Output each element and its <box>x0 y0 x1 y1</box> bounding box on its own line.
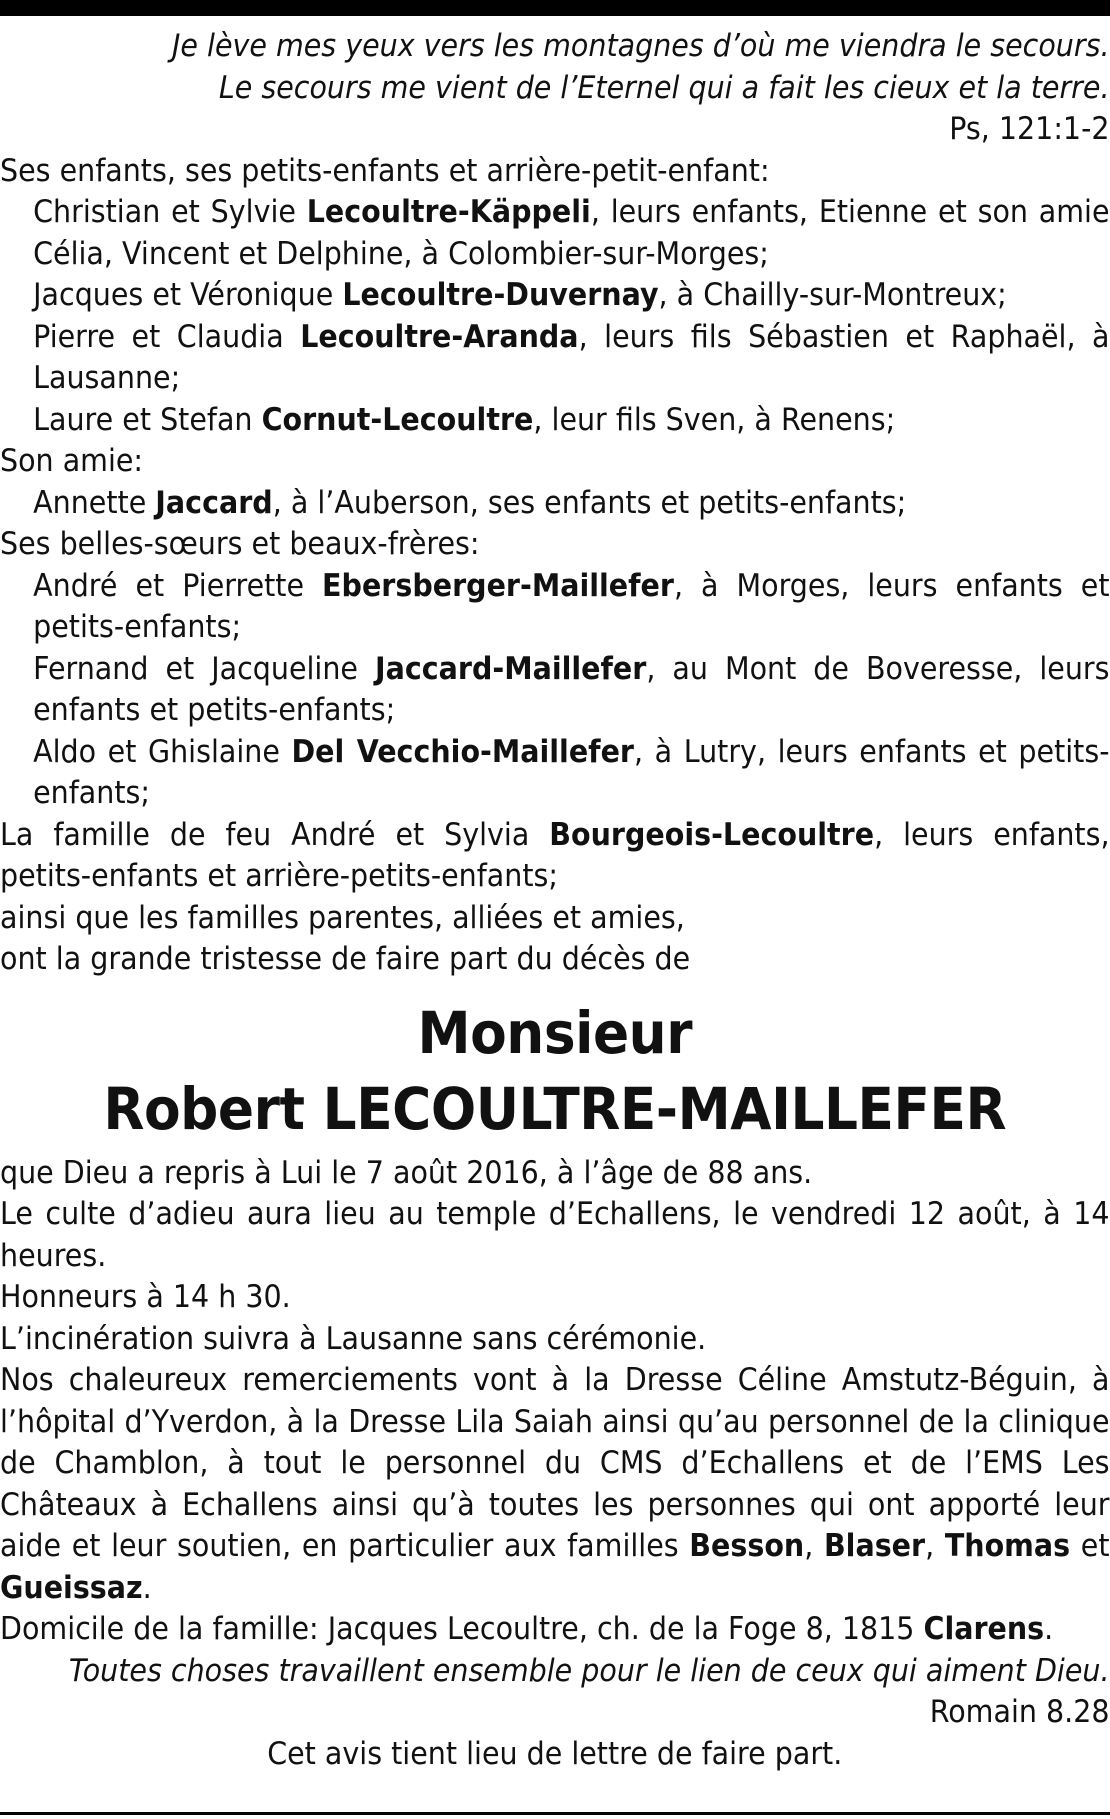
family-name: Ebersberger-Maillefer <box>322 567 674 604</box>
family-name: Bourgeois-Lecoultre <box>549 816 875 853</box>
family-entry: Fernand et Jacqueline Jaccard-Maillefer, au Mont de Boveresse, leurs enfants et petits-enfants; <box>33 650 1110 728</box>
relatives-line: ainsi que les familles parentes, alliées et amies, <box>0 899 685 936</box>
home-city: Clarens <box>923 1611 1045 1647</box>
home-address-line: Domicile de la famille: Jacques Lecoultre, ch. de la Foge 8, 1815 Clarens. <box>0 1611 1054 1647</box>
family-name: Lecoultre-Aranda <box>300 318 579 355</box>
closing-verse: Toutes choses travaillent ensemble pour le lien de ceux qui aiment Dieu. <box>68 1652 1110 1689</box>
closing-verse-reference: Romain 8.28 <box>929 1694 1110 1730</box>
family-name: Cornut-Lecoultre <box>261 401 534 438</box>
deceased-title: Monsieur <box>417 998 693 1067</box>
family-name: Lecoultre-Duvernay <box>342 277 659 313</box>
family-name: Jaccard <box>155 484 273 521</box>
family-entry: Pierre et Claudia Lecoultre-Aranda, leurs fils Sébastien et Raphaël, à Lausanne; <box>33 318 1110 396</box>
friend-heading: Son amie: <box>0 443 144 479</box>
family-entry: Annette Jaccard, à l’Auberson, ses enfants et petits-enfants; <box>33 484 907 521</box>
psalm-line-2: Le secours me vient de l’Eternel qui a fait les cieux et la terre. <box>218 69 1110 106</box>
death-line: que Dieu a repris à Lui le 7 août 2016, à l’âge de 88 ans. <box>0 1154 813 1191</box>
thanks-paragraph: Nos chaleureux remerciements vont à la Dresse Céline Amstutz-Béguin, à l’hôpital d’Yverdon, à la Dresse Lila Saiah ainsi qu’au personnel de la clinique de Chamblon, à tout le personnel du CMS d’Echallens et de l’EMS Les Châteaux à Echallens ainsi qu’à toutes les personnes qui ont apporté leur aide et leur soutien, en particulier aux familles Besson, Blaser, Thomas et Gueissaz. <box>0 1362 1110 1606</box>
psalm-line-1: Je lève mes yeux vers les montagnes d’où me viendra le secours. <box>171 28 1110 64</box>
inlaws-heading: Ses belles-sœurs et beaux-frères: <box>0 526 480 562</box>
bottom-rule <box>0 1812 1110 1815</box>
family-name: Thomas <box>944 1528 1071 1564</box>
family-entry: Jacques et Véronique Lecoultre-Duvernay, à Chailly-sur-Montreux; <box>33 277 1007 313</box>
late-family-entry: La famille de feu André et Sylvia Bourgeois-Lecoultre, leurs enfants, petits-enfants et arrière-petits-enfants; <box>0 816 1110 894</box>
children-heading: Ses enfants, ses petits-enfants et arrière-petit-enfant: <box>0 152 770 189</box>
family-name: Lecoultre-Käppeli <box>306 194 591 230</box>
family-entry: Aldo et Ghislaine Del Vecchio-Maillefer, à Lutry, leurs enfants et petits-enfants; <box>33 733 1110 811</box>
service-line: Le culte d’adieu aura lieu au temple d’Echallens, le vendredi 12 août, à 14 heures. <box>0 1196 1110 1274</box>
obituary-notice <box>0 26 1110 1775</box>
deceased-block <box>0 995 1110 1147</box>
closing-notice: Cet avis tient lieu de lettre de faire part. <box>267 1735 843 1772</box>
honours-line: Honneurs à 14 h 30. <box>0 1279 291 1315</box>
family-name: Jaccard-Maillefer <box>374 650 647 687</box>
family-entry: Christian et Sylvie Lecoultre-Käppeli, leurs enfants, Etienne et son amie Célia, Vincent et Delphine, à Colombier-sur-Morges; <box>33 194 1110 272</box>
family-entry: Laure et Stefan Cornut-Lecoultre, leur fils Sven, à Renens; <box>33 401 896 438</box>
cremation-line: L’incinération suivra à Lausanne sans cérémonie. <box>0 1320 707 1357</box>
family-name: Del Vecchio-Maillefer <box>291 733 634 770</box>
deceased-name: Robert LECOULTRE-MAILLEFER <box>103 1074 1007 1143</box>
psalm-reference: Ps, 121:1-2 <box>949 111 1110 147</box>
family-name: Besson <box>689 1528 805 1564</box>
top-rule <box>0 0 1110 16</box>
family-entry: André et Pierrette Ebersberger-Maillefer, à Morges, leurs enfants et petits-enfants; <box>33 567 1110 645</box>
family-name: Gueissaz <box>0 1569 143 1606</box>
announcement-line: ont la grande tristesse de faire part du décès de <box>0 941 691 977</box>
family-name: Blaser <box>823 1528 926 1564</box>
